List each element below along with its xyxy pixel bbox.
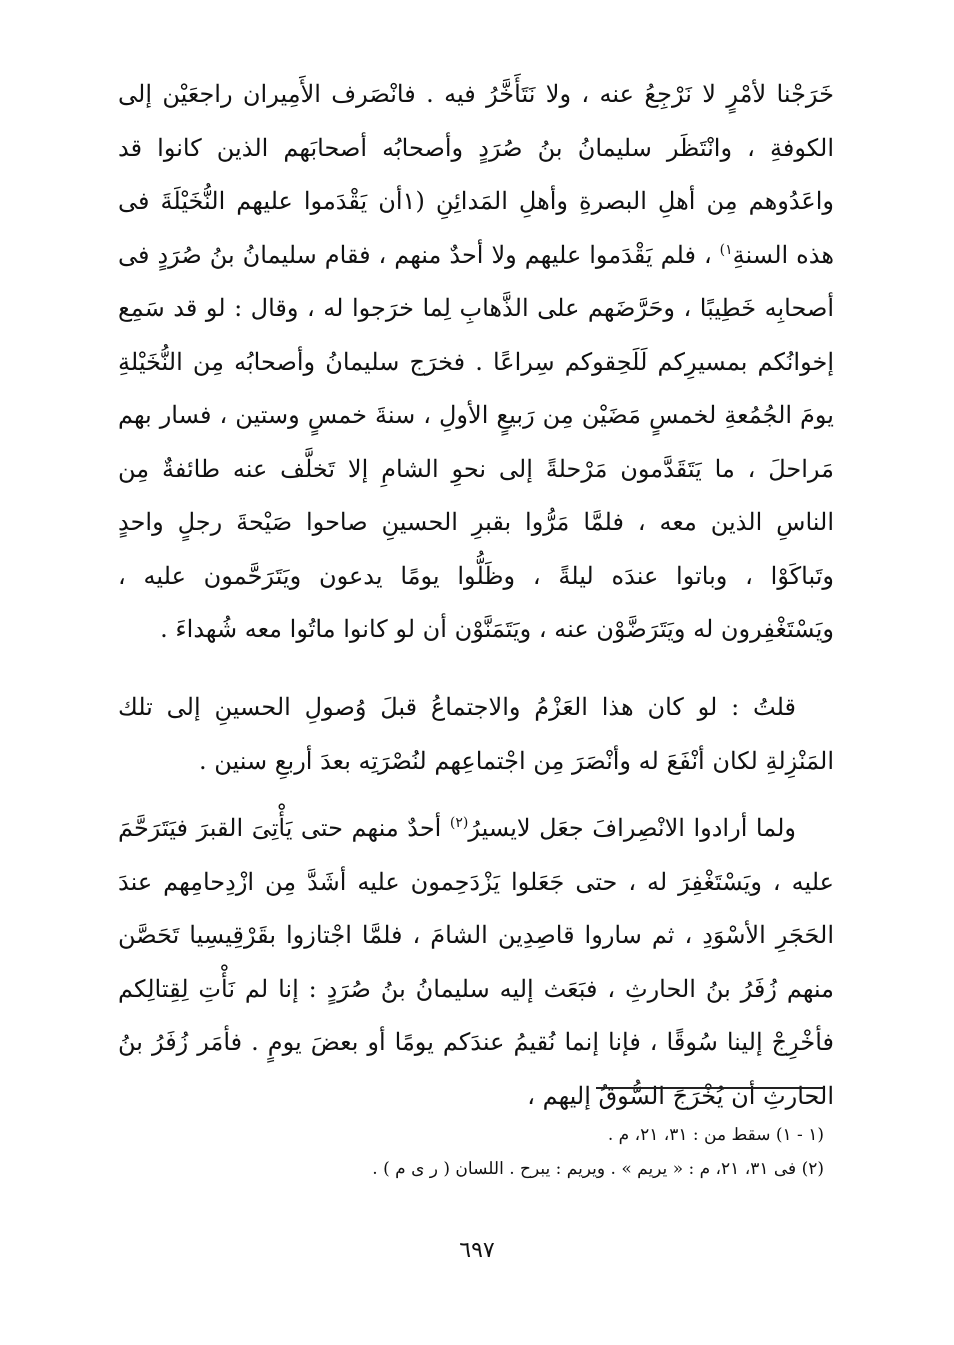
footnotes: [118, 1118, 824, 1186]
page-number: ٦٩٧: [459, 1238, 495, 1263]
footnote-ref-2: (٢): [449, 815, 469, 831]
footnote-1: (١ - ١) سقط من : ٣١، ٢١، م .: [607, 1125, 824, 1145]
paragraph-1-text-b: ، فلم يَقْدَموا عليهم ولا أحدٌ منهم ، فقام سليمانُ بنُ صُرَدٍ فى أصحابِه خَطِيبًا ، وحَرَّضَهم على الذَّهابِ لِما خرَجوا له ، وقال : لو قد سَمِع إخوانُكم بمسيرِكم لَلَحِقوكم سِراعًا . فخرَج سليمانُ وأصحابُه مِن النُّخَيْلةِ يومَ الجُمُعةِ لخمسٍ مَضَيْن مِن رَبيعٍ الأولِ ، سنةَ خمسٍ وستين ، فسار بهم مَراحلَ ، ما يَتَقَدَّمون مَرْحلةً إلى نحوِ الشامِ إلا تَخلَّف عنه طائفةٌ مِن الناسِ الذين معه ، فلمَّا مَرُّوا بقبرِ الحسينِ صاحوا صَيْحةَ رجلٍ واحدٍ وتَباكَوْا ، وباتوا عندَه ليلةً ، وظَلُّوا يومًا يدعون ويَتَرَحَّمون عليه ، ويَسْتَغْفِرون له ويَتَرَضَّوْن عنه ، ويَتَمَنَّوْن أن لو كانوا ماتُوا معه شُهداءَ .: [118, 240, 834, 643]
main-text-block: [118, 68, 834, 657]
footnote-ref-1: ١): [719, 241, 733, 258]
footnote-2: (٢) فى ٣١، ٢١، م : « يريم » . ويريم : يبرح . اللسان ( ر ى م ) .: [372, 1159, 824, 1179]
paragraph-3-text-a: ولما أرادوا الانْصِرافَ جعَل لايسيرُ: [468, 814, 796, 842]
paragraph-2: قلتُ : لو كان هذا العَزْمُ والاجتماعُ قبلَ وُصولِ الحسينِ إلى تلك المَنْزِلةِ لكان أنْفَعَ له وأنْصَرَ مِن اجْتماعِهم لنُصْرَتِه بعدَ أربعِ سنين .: [118, 693, 834, 775]
footnote-divider: [596, 1087, 824, 1089]
main-text-block-2: [118, 681, 834, 788]
main-text-block-3: [118, 802, 834, 1123]
paragraph-1: [118, 68, 834, 657]
paragraph-1-text-a: خَرَجْنا لأمْرٍ لا نَرْجِعُ عنه ، ولا نَتَأَخَّرُ فيه . فانْصَرف الأَمِيران راجعَيْن إلى الكوفةِ ، وانْتَظَر سليمانُ بنُ صُرَدٍ وأصحابُه أصحابَهم الذين كانوا قد واعَدُوهم مِن أهلِ البصرةِ وأهلِ المَدائِنِ (١أن يَقْدَموا عليهم النُّخَيْلَةَ فى هذه السنةِ: [118, 80, 835, 269]
paragraph-3-text-b: أحدٌ منهم حتى يَأْتِىَ القبرَ فيَتَرَحَّمَ عليه ، ويَسْتَغْفِرَ له ، حتى جَعَلوا يَزْدَحِمون عليه أشَدَّ مِن ازْدِحامِهم عندَ الحَجَرِ الأسْوَدِ ، ثم ساروا قاصِدِين الشامَ ، فلمَّا اجْتازوا بقَرْقِيسِيا تَحَصَّن منهم زُفَرُ بنُ الحارثِ ، فبَعَث إليه سليمانُ بنُ صُرَدٍ : إنا لم نَأْتِ لِقِتالِكم فأخْرِجْ إلينا سُوقًا ، فإنا إنما نُقيمُ عندَكم يومًا أو بعضَ يومٍ . فأمَر زُفَرُ بنُ الحارثِ أن يُخْرَجَ السُّوقُ إليهم ،: [118, 814, 834, 1110]
paragraph-3: [118, 802, 834, 1123]
